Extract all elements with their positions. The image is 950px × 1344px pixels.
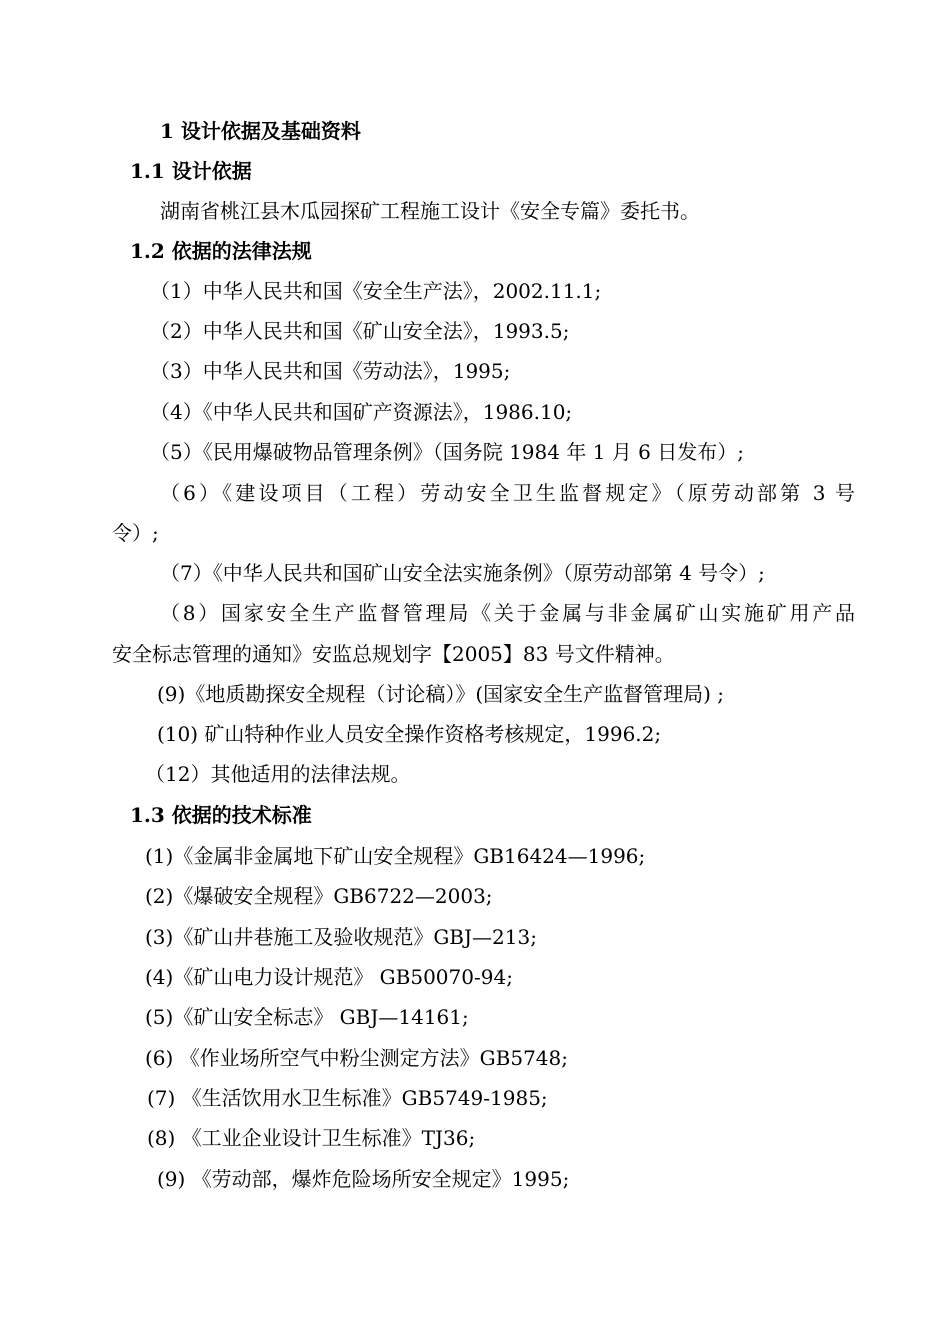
list-item: (1)《金属非金属地下矿山安全规程》GB16424—1996; [145, 844, 646, 868]
list-item: （2）中华人民共和国《矿山安全法》，1993.5; [150, 319, 570, 343]
list-item: (6) 《作业场所空气中粉尘测定方法》GB5748; [145, 1046, 568, 1070]
list-item: （3）中华人民共和国《劳动法》，1995; [150, 359, 511, 383]
section-heading-1-3: 1.3 依据的技术标准 [130, 803, 312, 827]
list-item: (9)《地质勘探安全规程（讨论稿）》(国家安全生产监督管理局) ; [157, 682, 725, 706]
list-item: （5）《民用爆破物品管理条例》（国务院 1984 年 1 月 6 日发布）; [150, 440, 744, 464]
list-item-continuation: 安全标志管理的通知》安监总规划字【2005】83 号文件精神。 [112, 642, 675, 666]
list-item-continuation: 令）; [112, 521, 159, 545]
list-item: （8）国家安全生产监督管理局《关于金属与非金属矿山实施矿用产品 [160, 601, 855, 625]
list-item: （1）中华人民共和国《安全生产法》，2002.11.1; [150, 279, 602, 303]
section-heading-1-1: 1.1 设计依据 [130, 159, 252, 183]
list-item: (4)《矿山电力设计规范》 GB50070-94; [145, 965, 513, 989]
list-item: （4）《中华人民共和国矿产资源法》，1986.10; [150, 400, 573, 424]
list-item: （7）《中华人民共和国矿山安全法实施条例》（原劳动部第 4 号令）; [160, 561, 765, 585]
list-item: (3)《矿山井巷施工及验收规范》GBJ—213; [145, 925, 537, 949]
list-item: (8) 《工业企业设计卫生标准》TJ36; [147, 1126, 476, 1150]
list-item: (10) 矿山特种作业人员安全操作资格考核规定，1996.2; [157, 722, 662, 746]
chapter-title: 1 设计依据及基础资料 [160, 119, 361, 143]
paragraph-line: 湖南省桃江县木瓜园探矿工程施工设计《安全专篇》委托书。 [160, 199, 700, 223]
list-item: (2)《爆破安全规程》GB6722—2003; [145, 884, 493, 908]
list-item: (7) 《生活饮用水卫生标准》GB5749-1985; [147, 1086, 548, 1110]
list-item: (9) 《劳动部，爆炸危险场所安全规定》1995; [157, 1167, 570, 1191]
section-heading-1-2: 1.2 依据的法律法规 [130, 239, 312, 263]
list-item: （12）其他适用的法律法规。 [145, 762, 411, 786]
list-item: (5)《矿山安全标志》 GBJ—14161; [145, 1005, 469, 1029]
list-item: （6）《建设项目（工程）劳动安全卫生监督规定》（原劳动部第 3 号 [160, 481, 855, 505]
